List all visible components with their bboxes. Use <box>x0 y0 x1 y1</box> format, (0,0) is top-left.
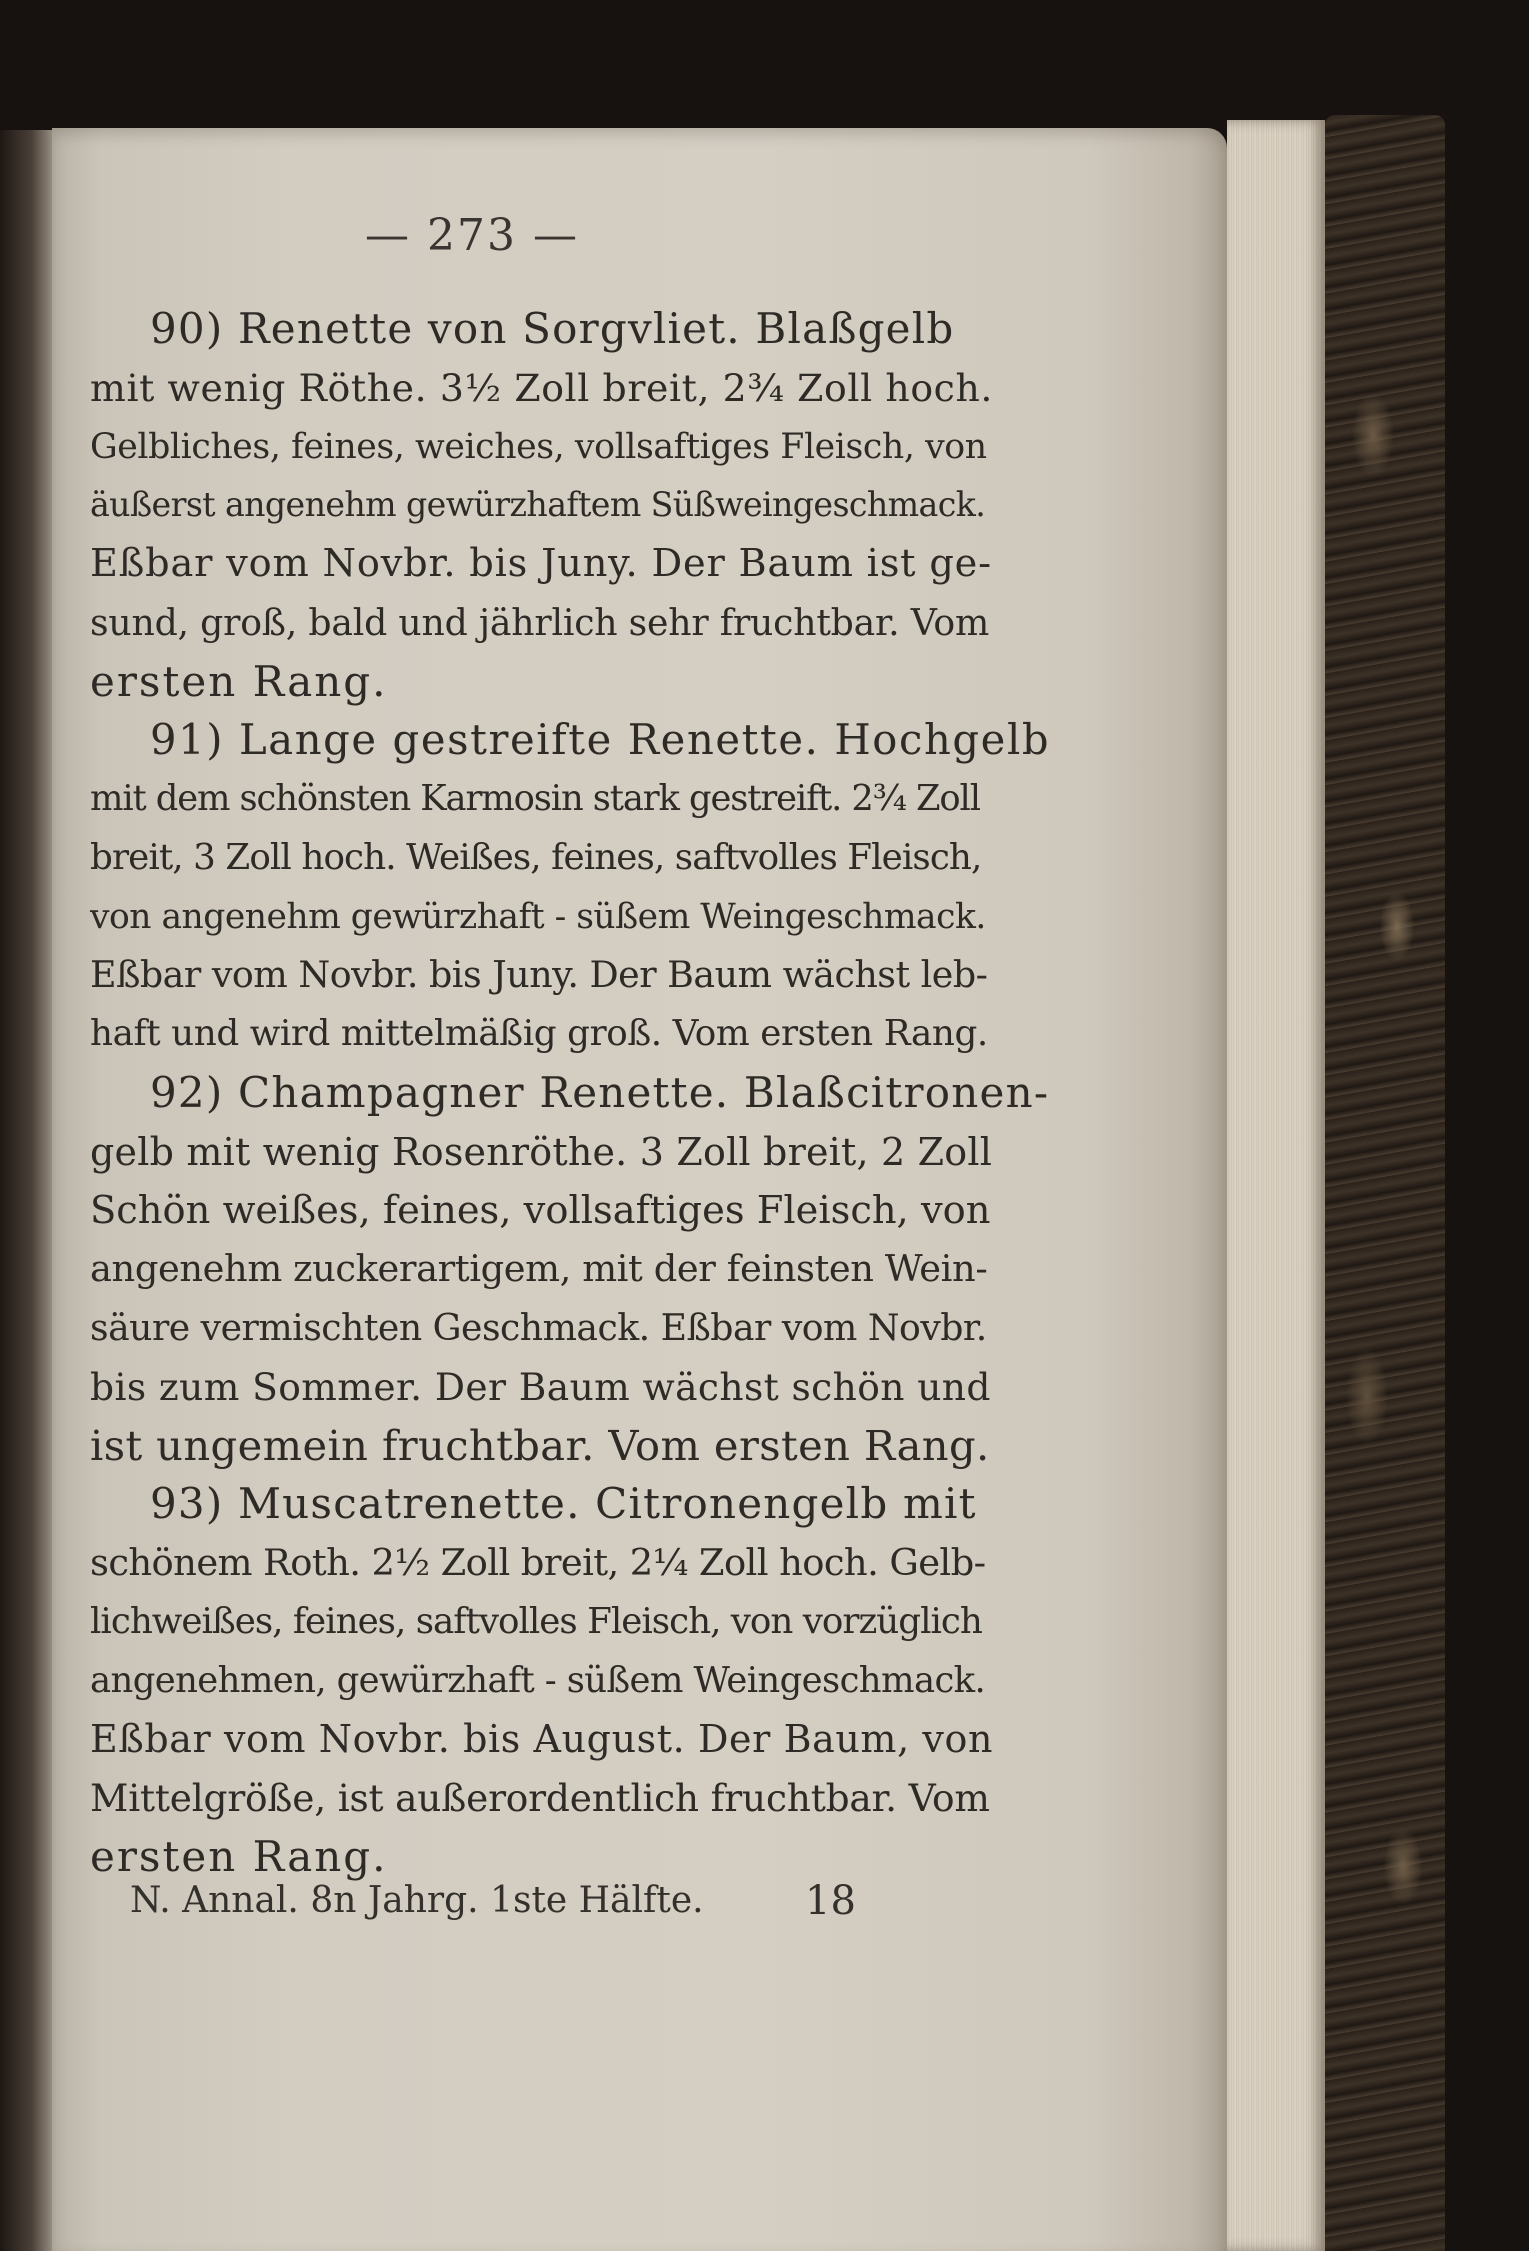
dark-background <box>1445 0 1529 2251</box>
text-line: bis zum Sommer. Der Baum wächst schön und <box>90 1365 991 1409</box>
text-line: Eßbar vom Novbr. bis Juny. Der Baum wächst leb- <box>90 953 988 996</box>
sheet-number: 18 <box>805 1878 856 1924</box>
text-line: gelb mit wenig Rosenröthe. 3 Zoll breit, 2 Zoll <box>90 1130 993 1174</box>
text-line: ersten Rang. <box>90 657 388 706</box>
text-line: schönem Roth. 2½ Zoll breit, 2¼ Zoll hoch. Gelb- <box>90 1541 986 1584</box>
text-line: 90) Renette von Sorgvliet. Blaßgelb <box>150 304 955 353</box>
text-line: 91) Lange gestreifte Renette. Hochgelb <box>150 715 1051 764</box>
text-line: angenehmen, gewürzhaft - süßem Weingeschmack. <box>90 1660 986 1701</box>
previous-page-edge <box>0 130 58 2251</box>
text-line: mit wenig Röthe. 3½ Zoll breit, 2¾ Zoll hoch. <box>90 366 994 410</box>
text-line: säure vermischten Geschmack. Eßbar vom Novbr. <box>90 1306 987 1349</box>
text-line: 92) Champagner Renette. Blaßcitronen- <box>150 1068 1050 1117</box>
text-line: sund, groß, bald und jährlich sehr fruchtbar. Vom <box>90 601 990 644</box>
text-line: mit dem schönsten Karmosin stark gestreift. 2¾ Zoll <box>90 778 980 819</box>
text-line: ersten Rang. <box>90 1832 388 1881</box>
text-line: äußerst angenehm gewürzhaftem Süßweingeschmack. <box>90 485 986 524</box>
text-line: haft und wird mittelmäßig groß. Vom ersten Rang. <box>90 1013 988 1054</box>
book-cover-edge <box>1325 115 1445 2251</box>
text-line: Schön weißes, feines, vollsaftiges Fleisch, von <box>90 1188 991 1233</box>
text-line: Eßbar vom Novbr. bis Juny. Der Baum ist ge- <box>90 541 992 586</box>
text-line: lichweißes, feines, saftvolles Fleisch, von vorzüglich <box>90 1601 982 1642</box>
text-line: ist ungemein fruchtbar. Vom ersten Rang. <box>90 1421 990 1470</box>
text-line: angenehm zuckerartigem, mit der feinsten Wein- <box>90 1247 988 1290</box>
text-line: Mittelgröße, ist außerordentlich fruchtbar. Vom <box>90 1776 990 1820</box>
text-line: von angenehm gewürzhaft - süßem Weingeschmack. <box>90 897 986 937</box>
text-line: 93) Muscatrenette. Citronengelb mit <box>150 1479 977 1528</box>
signature-mark: N. Annal. 8n Jahrg. 1ste Hälfte. <box>130 1880 704 1921</box>
text-line: breit, 3 Zoll hoch. Weißes, feines, saftvolles Fleisch, <box>90 837 982 878</box>
text-line: Eßbar vom Novbr. bis August. Der Baum, von <box>90 1717 994 1761</box>
page-number: — 273 — <box>365 210 579 261</box>
text-line: Gelbliches, feines, weiches, vollsaftiges Fleisch, von <box>90 427 987 467</box>
page-stack-edge <box>1227 120 1325 2251</box>
